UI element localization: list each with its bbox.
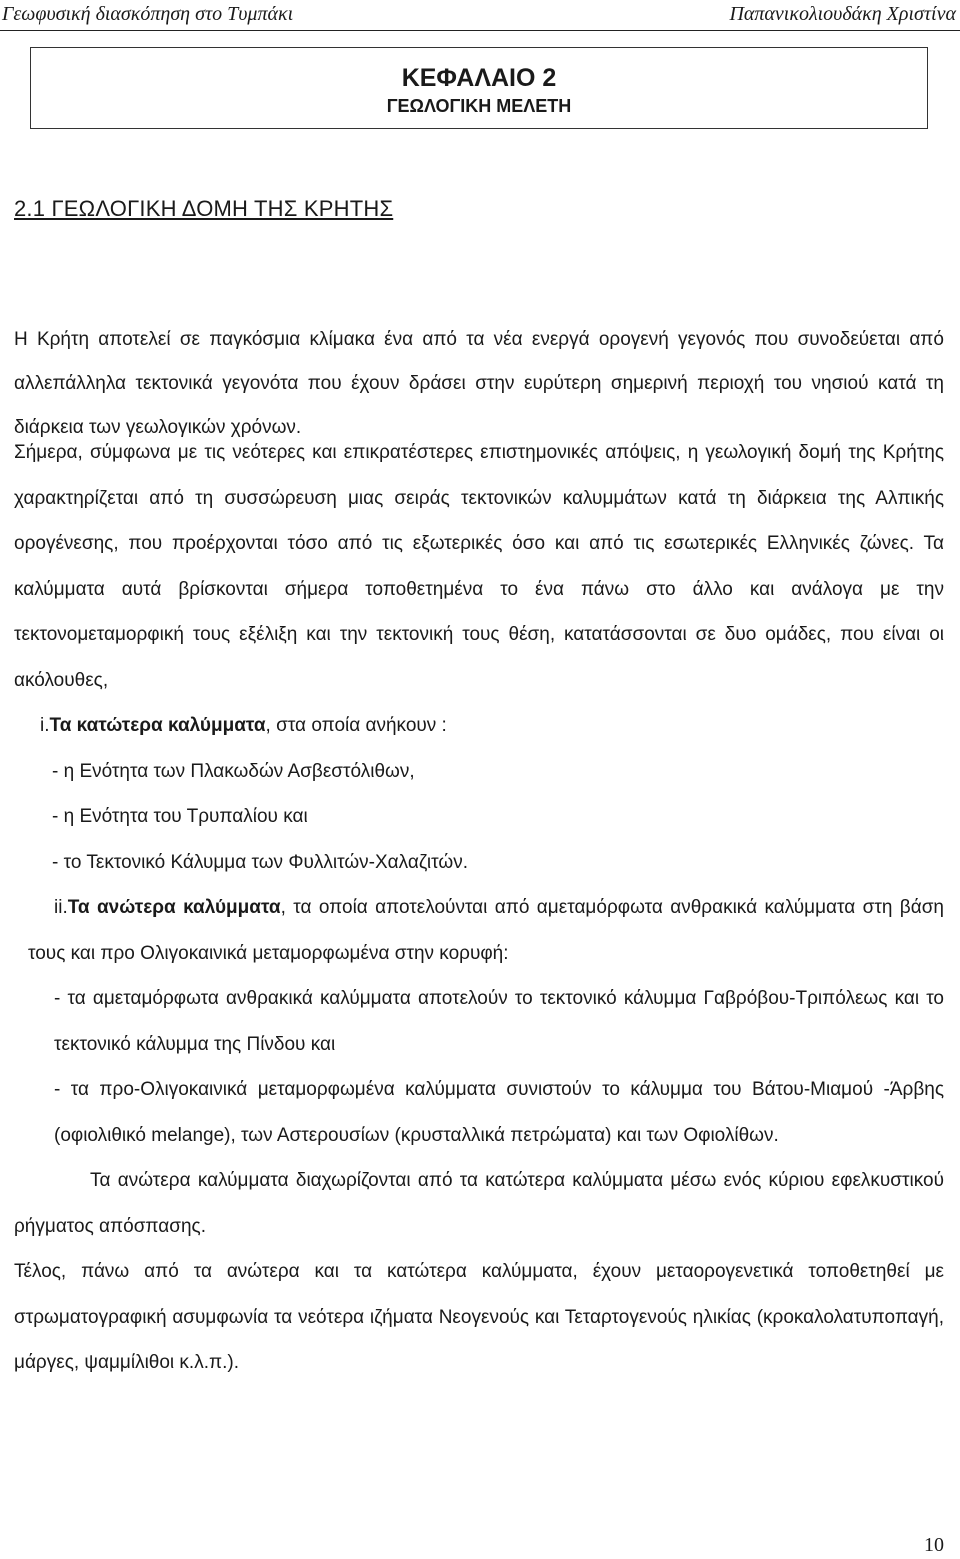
list-marker: i. [40, 715, 50, 736]
page-number: 10 [924, 1534, 944, 1556]
list-item: - η Ενότητα του Τρυπαλίου και [52, 806, 308, 827]
chapter-subtitle: ΓΕΩΛΟΓΙΚΗ ΜΕΛΕΤΗ [386, 96, 572, 116]
header-author: Παπανικολιουδάκη Χριστίνα [729, 3, 956, 25]
running-header [0, 2, 960, 31]
list-item: - τα προ-Ολιγοκαινικά μεταμορφωμένα καλύμματα συνιστούν το κάλυμμα του Βάτου-Μιαμού -Άρβης (οφιολιθικό melange), των Αστερουσίων (κρυσταλλικά πετρώματα) και των Οφιολίθων. [54, 1079, 944, 1146]
intro-paragraph: Η Κρήτη αποτελεί σε παγκόσμια κλίμακα ένα από τα νέα ενεργά ορογενή γεγονός που συνοδεύεται από αλλεπάλληλα τεκτονικά γεγονότα που έχουν δράσει στην ευρύτερη σημερινή περιοχή του νησιού κατά τη διάρκεια των γεωλογικών χρόνων. [14, 329, 944, 438]
current-view-paragraph: Σήμερα, σύμφωνα με τις νεότερες και επικρατέστερες επιστημονικές απόψεις, η γεωλογική δομή της Κρήτης χαρακτηρίζεται από τη συσσώρευση μιας σειράς τεκτονικών καλυμμάτων κατά τη διάρκεια της Αλπικής ορογένεσης, που προέρχονται τόσο από τις εξωτερικές όσο και από τις εσωτερικές Ελληνικές ζώνες. Τα καλύμματα αυτά βρίσκονται σήμερα τοποθετημένα το ένα πάνω στο άλλο και ανάλογα με την τεκτονομεταμορφική τους εξέλιξη και την τεκτονική τους θέση, κατατάσσονται σε δυο ομάδες, που είναι οι ακόλουθες, [14, 442, 944, 691]
header-thesis-title: Γεωφυσική διασκόπηση στο Τυμπάκι [2, 3, 294, 25]
upper-nappes-paragraph [14, 885, 944, 976]
lower-nappes-text: , στα οποία ανήκουν : [265, 715, 447, 736]
list-marker: ii. [54, 897, 68, 918]
list-item: - το Τεκτονικό Κάλυμμα των Φυλλιτών-Χαλαζιτών. [52, 851, 468, 873]
chapter-title-box [30, 47, 928, 129]
chapter-title: ΚΕΦΑΛΑΙΟ 2 [401, 64, 557, 92]
upper-nappes-text: , τα οποία αποτελούνται από αμεταμόρφωτα ανθρακικά καλύμματα στη βάση τους και προ Ολιγοκαινικά μεταμορφωμένα στην κορυφή: [28, 897, 944, 964]
upper-nappes-label: Τα ανώτερα καλύμματα [67, 897, 281, 918]
lower-nappes-label: Τα κατώτερα καλύμματα [49, 715, 266, 736]
final-paragraph: Τέλος, πάνω από τα ανώτερα και τα κατώτερα καλύμματα, έχουν μεταορογενετικά τοποθετηθεί με στρωματογραφική ασυμφωνία τα νεότερα ιζήματα Νεογενούς και Τεταρτογενούς ηλικίας (κροκαλολατυποπαγή, μάργες, ψαμμίλιθοι κ.λ.π.). [14, 1261, 944, 1373]
separation-paragraph: Τα ανώτερα καλύμματα διαχωρίζονται από τα κατώτερα καλύμματα μέσω ενός κύριου εφελκυστικού ρήγματος απόσπασης. [14, 1170, 944, 1237]
lower-nappes-heading [14, 703, 944, 749]
section-title: 2.1 ΓΕΩΛΟΓΙΚΗ ΔΟΜΗ ΤΗΣ ΚΡΗΤΗΣ [14, 196, 394, 221]
main-text [14, 430, 944, 1386]
list-item: - τα αμεταμόρφωτα ανθρακικά καλύμματα αποτελούν το τεκτονικό κάλυμμα Γαβρόβου-Τριπόλεως και το τεκτονικό κάλυμμα της Πίνδου και [54, 988, 944, 1055]
list-item: - η Ενότητα των Πλακωδών Ασβεστόλιθων, [52, 760, 415, 782]
